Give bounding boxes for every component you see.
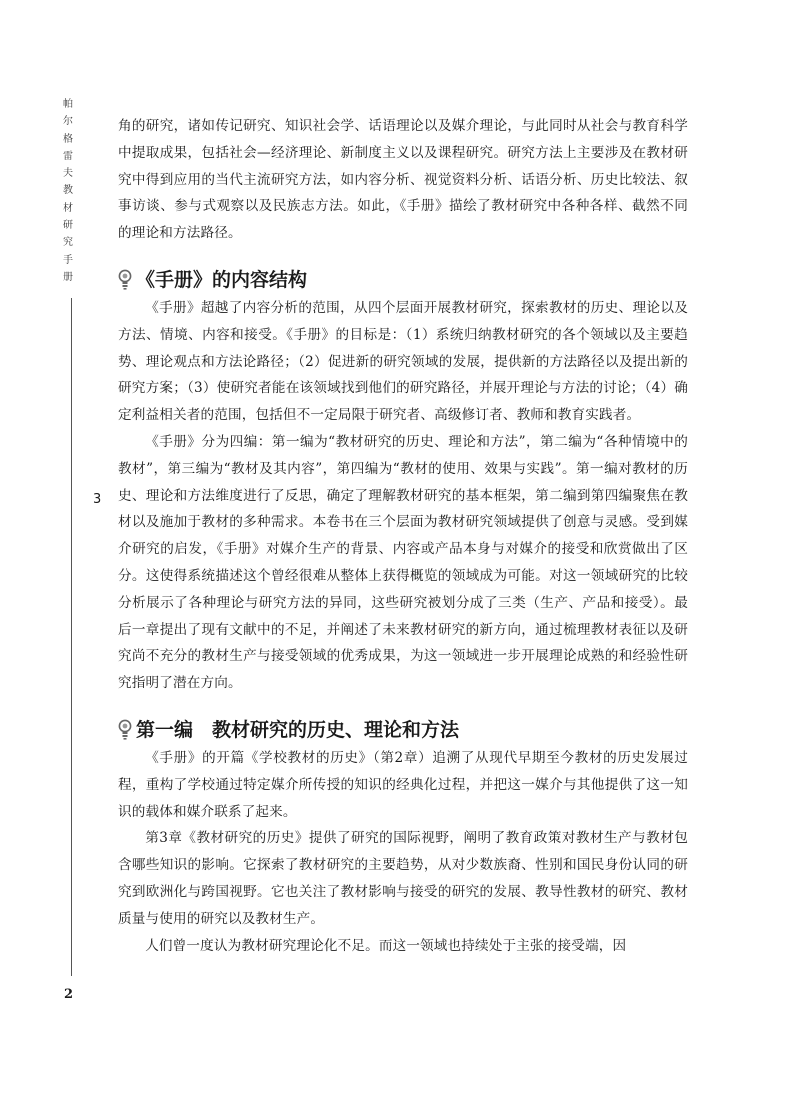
lightbulb-icon bbox=[118, 719, 132, 741]
section-heading-text: 《手册》的内容结构 bbox=[136, 268, 308, 291]
section-heading-text: 第一编 教材研究的历史、理论和方法 bbox=[136, 718, 460, 741]
paragraph: 第3章《教材研究的历史》提供了研究的国际视野，阐明了教育政策对教材生产与教材包含哪些知识的影响。它探索了教材研究的主要趋势，从对少数族裔、性别和国民身份认同的研究到欧洲化与跨国视野。它也关注了教材影响与接受的研究的发展、教导性教材的研究、教材质量与使用的研究以及教材生产。 bbox=[118, 830, 688, 927]
paragraph: 《手册》的开篇《学校教材的历史》（第2章）追溯了从现代早期至今教材的历史发展过程，重构了学校通过特定媒介所传授的知识的经典化过程，并把这一媒介与其他提供了这一知识的载体和媒介联系了起来。 bbox=[118, 749, 688, 820]
paragraph: 角的研究，诸如传记研究、知识社会学、话语理论以及媒介理论，与此同时从社会与教育科学中提取成果，包括社会—经济理论、新制度主义以及课程研究。研究方法上主要涉及在教材研究中得到应用的当代主流研究方法，如内容分析、视觉资料分析、话语分析、历史比较法、叙事访谈、参与式观察以及民族志方法。如此，《手册》描绘了教材研究中各种各样、截然不同的理论和方法路径。 bbox=[118, 118, 688, 242]
page-number: 2 bbox=[64, 987, 74, 1002]
paragraph: 《手册》超越了内容分析的范围，从四个层面开展教材研究，探索教材的历史、理论以及方法、情境、内容和接受。《手册》的目标是：（1）系统归纳教材研究的各个领域以及主要趋势、理论观点和方法论路径；（2）促进新的研究领域的发展，提供新的方法路径以及提出新的研究方案；（3）使研究者能在该领域找到他们的研究路径，并展开理论与方法的讨论；（4）确定利益相关者的范围，包括但不一定局限于研究者、高级修订者、教师和教育实践者。 bbox=[118, 299, 688, 424]
margin-note: 3 bbox=[93, 492, 102, 507]
page-content bbox=[118, 113, 688, 959]
paragraph: 《手册》分为四编：第一编为“教材研究的历史、理论和方法”，第二编为“各种情境中的教材”，第三编为“教材及其内容”，第四编为“教材的使用、效果与实践”。第一编对教材的历史、理论和方法维度进行了反思，确定了理解教材研究的基本框架，第二编到第四编聚焦在教材以及施加于教材的多种需求。本卷书在三个层面为教材研究领域提供了创意与灵感。受到媒介研究的启发，《手册》对媒介生产的背景、内容或产品本身与对媒介的接受和欣赏做出了区分。这使得系统描述这个曾经很难从整体上获得概览的领域成为可能。对这一领域研究的比较分析展示了各种理论与研究方法的异同，这些研究被划分成了三类（生产、产品和接受）。最后一章提出了现有文献中的不足，并阐述了未来教材研究的新方向，通过梳理教材表征以及研究尚不充分的教材生产与接受领域的优秀成果，为这一领域进一步开展理论成熟的和经验性研究指明了潜在方向。 bbox=[118, 433, 688, 692]
section-heading bbox=[118, 265, 688, 295]
sidebar-book-title: 帕尔格雷夫教材研究手册 bbox=[63, 99, 73, 283]
paragraph: 人们曾一度认为教材研究理论化不足。而这一领域也持续处于主张的接受端，因 bbox=[145, 937, 627, 954]
section-heading bbox=[118, 715, 688, 745]
lightbulb-icon bbox=[118, 269, 132, 291]
sidebar-rule bbox=[71, 298, 72, 976]
